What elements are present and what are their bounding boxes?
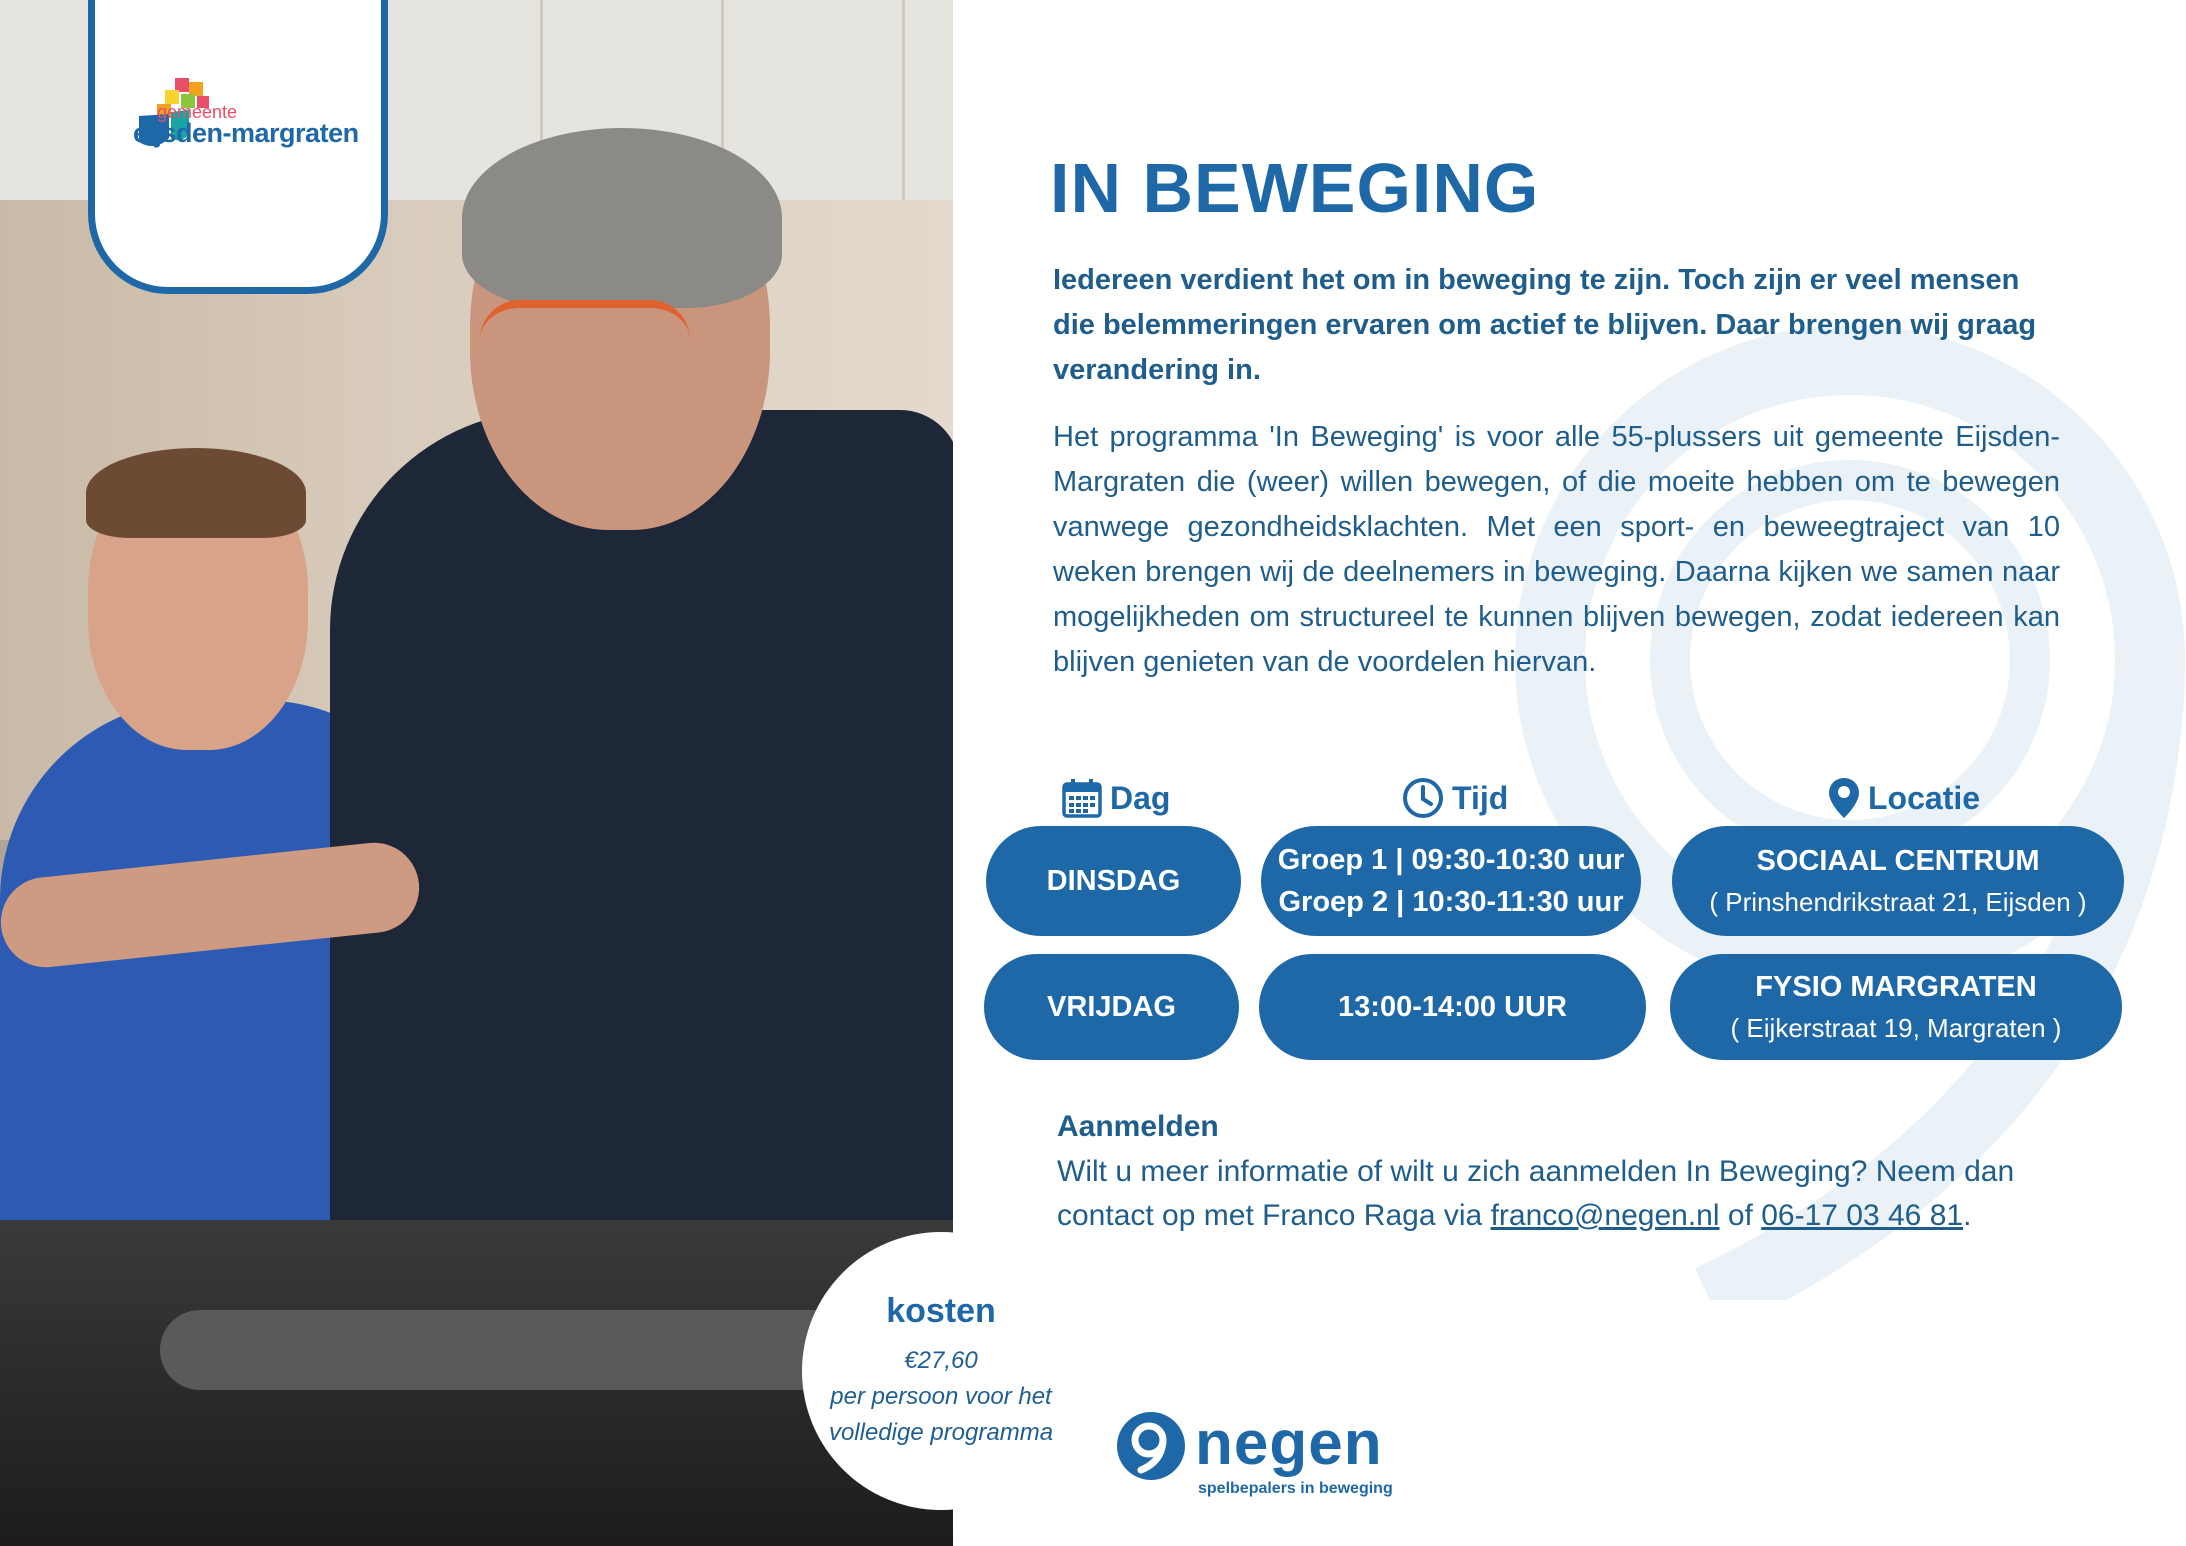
logo-small-text: gemeente — [157, 102, 238, 122]
signup-text-mid: of — [1719, 1199, 1762, 1232]
row1-time-1: Groep 1 | 09:30-10:30 uur — [1277, 844, 1625, 876]
photo-woman-hair — [462, 128, 782, 308]
header-location-label: Locatie — [1868, 779, 1981, 816]
signup-text — [1057, 1150, 2057, 1238]
row1-location-pill — [1672, 826, 2124, 936]
row1-time-pill — [1261, 826, 1641, 936]
row2-location-name: FYSIO MARGRATEN — [1755, 971, 2037, 1003]
row2-location-pill — [1670, 954, 2122, 1060]
header-time-label: Tijd — [1452, 779, 1509, 816]
row1-location-name: SOCIAAL CENTRUM — [1756, 845, 2040, 877]
header-location — [1828, 773, 1980, 823]
negen-wordmark: negen — [1195, 1409, 1383, 1478]
header-day — [1062, 773, 1170, 823]
row2-time-pill — [1259, 954, 1646, 1060]
cost-badge — [802, 1232, 1080, 1510]
phone-link[interactable]: 06-17 03 46 81 — [1761, 1199, 1964, 1232]
header-time — [1402, 773, 1508, 823]
row1-time-2: Groep 2 | 10:30-11:30 uur — [1278, 886, 1624, 918]
calendar-icon — [1062, 778, 1102, 818]
municipality-logo — [88, 0, 388, 294]
negen-tagline: spelbepalers in beweging — [1198, 1480, 1393, 1497]
signup-text-before: Wilt u meer informatie of wilt u zich aanmelden In Beweging? Neem dan contact op met Franco Raga via — [1057, 1155, 2015, 1232]
row1-day: DINSDAG — [1046, 865, 1181, 897]
row1-day-pill — [986, 826, 1241, 936]
photo-man-hair — [86, 448, 306, 538]
signup-title: Aanmelden — [1057, 1110, 1219, 1143]
negen-logo-icon — [1115, 1410, 1187, 1482]
negen-logo — [1115, 1409, 1393, 1520]
row2-day: VRIJDAG — [1047, 991, 1176, 1023]
header-day-label: Dag — [1110, 779, 1171, 816]
signup-text-after: . — [1963, 1199, 1972, 1232]
intro-paragraph: Iedereen verdient het om in beweging te zijn. Toch zijn er veel mensen die belemmeringen ervaren om actief te blijven. Daar brengen wij graag verandering in. — [1053, 264, 2037, 386]
cost-price: €27,60 — [904, 1346, 978, 1374]
row1-location-address: ( Prinshendrikstraat 21, Eijsden ) — [1709, 887, 2087, 917]
cost-title: kosten — [886, 1291, 996, 1330]
photo-handrail — [160, 1310, 860, 1390]
page-title: IN BEWEGING — [1050, 149, 1540, 227]
logo-big-text: eijsden-margraten — [133, 118, 359, 148]
row2-location-address: ( Eijkerstraat 19, Margraten ) — [1730, 1013, 2062, 1043]
row2-time: 13:00-14:00 UUR — [1338, 991, 1567, 1023]
photo-glasses — [480, 300, 690, 388]
row2-day-pill — [984, 954, 1239, 1060]
clock-icon — [1402, 777, 1444, 819]
email-link[interactable]: franco@negen.nl — [1490, 1199, 1720, 1232]
cost-line-1: per persoon voor het — [830, 1382, 1052, 1410]
body-paragraph: Het programma 'In Beweging' is voor alle 55-plussers uit gemeente Eijsden-Margraten die (weer) willen bewegen, of die moeite hebben om te bewegen vanwege gezondheidsklachten. Met een sport- en beweegtraject van 10 weken brengen wij de deelnemers in beweging. Daarna kijken we samen naar mogelijkheden om structureel te kunnen blijven bewegen, zodat iedereen kan blijven genieten van de voordelen hiervan. — [1053, 421, 2060, 678]
cost-line-2: volledige programma — [828, 1418, 1054, 1446]
map-pin-icon — [1828, 777, 1860, 819]
